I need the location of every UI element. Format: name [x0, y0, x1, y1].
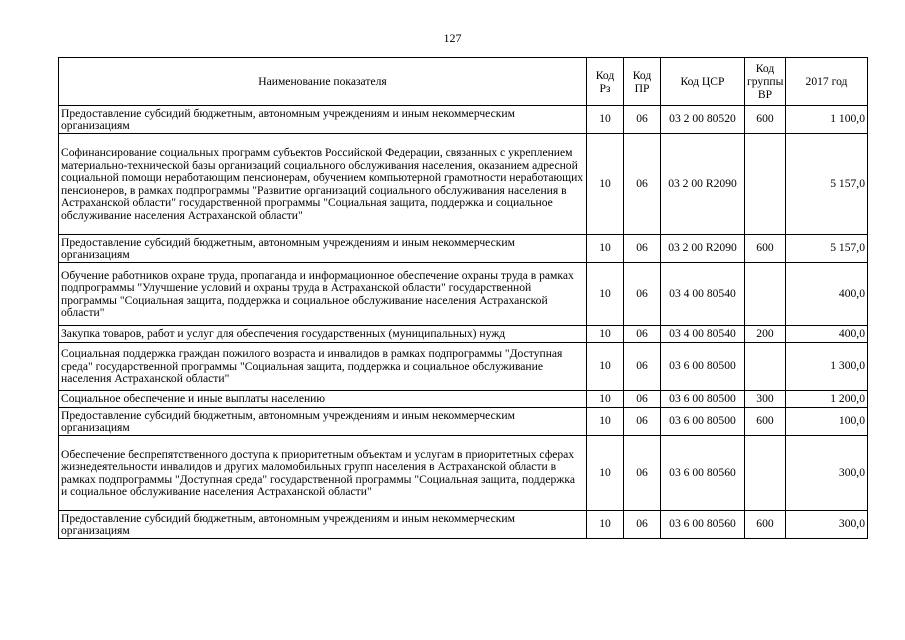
row-pr: 06	[624, 408, 661, 436]
row-vr: 600	[745, 408, 786, 436]
row-name: Предоставление субсидий бюджетным, автономным учреждениям и иным некоммерческим организациям	[59, 408, 587, 436]
row-csr: 03 4 00 80540	[661, 326, 745, 343]
row-vr	[745, 436, 786, 511]
row-vr	[745, 343, 786, 391]
row-rz: 10	[587, 235, 624, 263]
row-pr: 06	[624, 106, 661, 134]
row-amount: 1 300,0	[786, 343, 868, 391]
row-amount: 300,0	[786, 436, 868, 511]
row-rz: 10	[587, 263, 624, 326]
row-name: Предоставление субсидий бюджетным, автономным учреждениям и иным некоммерческим организациям	[59, 235, 587, 263]
row-amount: 400,0	[786, 326, 868, 343]
row-csr: 03 2 00 R2090	[661, 134, 745, 235]
table-row	[59, 343, 868, 391]
row-pr: 06	[624, 343, 661, 391]
row-rz: 10	[587, 106, 624, 134]
row-amount: 1 200,0	[786, 391, 868, 408]
row-pr: 06	[624, 511, 661, 539]
header-row	[59, 58, 868, 106]
row-rz: 10	[587, 134, 624, 235]
header-name: Наименование показателя	[59, 58, 587, 106]
row-name: Социальное обеспечение и иные выплаты населению	[59, 391, 587, 408]
row-csr: 03 4 00 80540	[661, 263, 745, 326]
header-csr: Код ЦСР	[661, 58, 745, 106]
table-row	[59, 106, 868, 134]
row-csr: 03 2 00 R2090	[661, 235, 745, 263]
row-csr: 03 6 00 80560	[661, 436, 745, 511]
row-amount: 300,0	[786, 511, 868, 539]
table-row	[59, 263, 868, 326]
row-rz: 10	[587, 408, 624, 436]
row-name: Предоставление субсидий бюджетным, автономным учреждениям и иным некоммерческим организациям	[59, 106, 587, 134]
row-csr: 03 6 00 80500	[661, 391, 745, 408]
table-row	[59, 436, 868, 511]
header-year: 2017 год	[786, 58, 868, 106]
row-name: Закупка товаров, работ и услуг для обеспечения государственных (муниципальных) нужд	[59, 326, 587, 343]
table-row	[59, 391, 868, 408]
row-rz: 10	[587, 511, 624, 539]
row-pr: 06	[624, 391, 661, 408]
table-row	[59, 134, 868, 235]
row-name: Предоставление субсидий бюджетным, автономным учреждениям и иным некоммерческим организациям	[59, 511, 587, 539]
header-rz: Код Рз	[587, 58, 624, 106]
row-rz: 10	[587, 391, 624, 408]
row-name: Софинансирование социальных программ субъектов Российской Федерации, связанных с укреплением материально-технической базы организаций социального обслуживания населения, оказанием адресной социальной помощи неработающим пенсионерам, обучением компьютерной грамотности неработающих пенсионеров, в рамках подпрограммы "Развитие организаций социального обслуживания населения в Астраханской области" государственной программы "Социальная защита, поддержка и социальное обслуживание населения Астраханской области"	[59, 134, 587, 235]
row-vr	[745, 134, 786, 235]
row-vr: 600	[745, 235, 786, 263]
row-pr: 06	[624, 134, 661, 235]
header-pr: Код ПР	[624, 58, 661, 106]
row-amount: 100,0	[786, 408, 868, 436]
row-vr: 600	[745, 511, 786, 539]
table-row	[59, 326, 868, 343]
row-rz: 10	[587, 343, 624, 391]
row-csr: 03 6 00 80560	[661, 511, 745, 539]
row-csr: 03 6 00 80500	[661, 343, 745, 391]
row-pr: 06	[624, 436, 661, 511]
row-csr: 03 6 00 80500	[661, 408, 745, 436]
row-name: Обеспечение беспрепятственного доступа к приоритетным объектам и услугам в приоритетных сферах жизнедеятельности инвалидов и других маломобильных групп населения в Астраханской области в рамках подпрограммы "Доступная среда" государственной программы "Социальная защита, поддержка и социальное обслуживание населения Астраханской области"	[59, 436, 587, 511]
row-vr: 300	[745, 391, 786, 408]
row-name: Обучение работников охране труда, пропаганда и информационное обеспечение охраны труда в рамках подпрограммы "Улучшение условий и охраны труда в Астраханской области" государственной программы "Социальная защита, поддержка и социальное обслуживание населения Астраханской области"	[59, 263, 587, 326]
row-rz: 10	[587, 326, 624, 343]
page-number: 127	[443, 31, 462, 45]
budget-table	[58, 57, 868, 539]
table-body	[59, 106, 868, 539]
row-amount: 400,0	[786, 263, 868, 326]
row-csr: 03 2 00 80520	[661, 106, 745, 134]
table-row	[59, 235, 868, 263]
row-vr	[745, 263, 786, 326]
row-pr: 06	[624, 235, 661, 263]
row-pr: 06	[624, 263, 661, 326]
row-pr: 06	[624, 326, 661, 343]
row-name: Социальная поддержка граждан пожилого возраста и инвалидов в рамках подпрограммы "Доступная среда" государственной программы "Социальная защита, поддержка и социальное обслуживание населения Астраханской области"	[59, 343, 587, 391]
row-rz: 10	[587, 436, 624, 511]
row-amount: 5 157,0	[786, 235, 868, 263]
table-row	[59, 408, 868, 436]
row-amount: 5 157,0	[786, 134, 868, 235]
table-row	[59, 511, 868, 539]
row-vr: 600	[745, 106, 786, 134]
header-vr: Код группы ВР	[745, 58, 786, 106]
table-header	[59, 58, 868, 106]
row-vr: 200	[745, 326, 786, 343]
row-amount: 1 100,0	[786, 106, 868, 134]
